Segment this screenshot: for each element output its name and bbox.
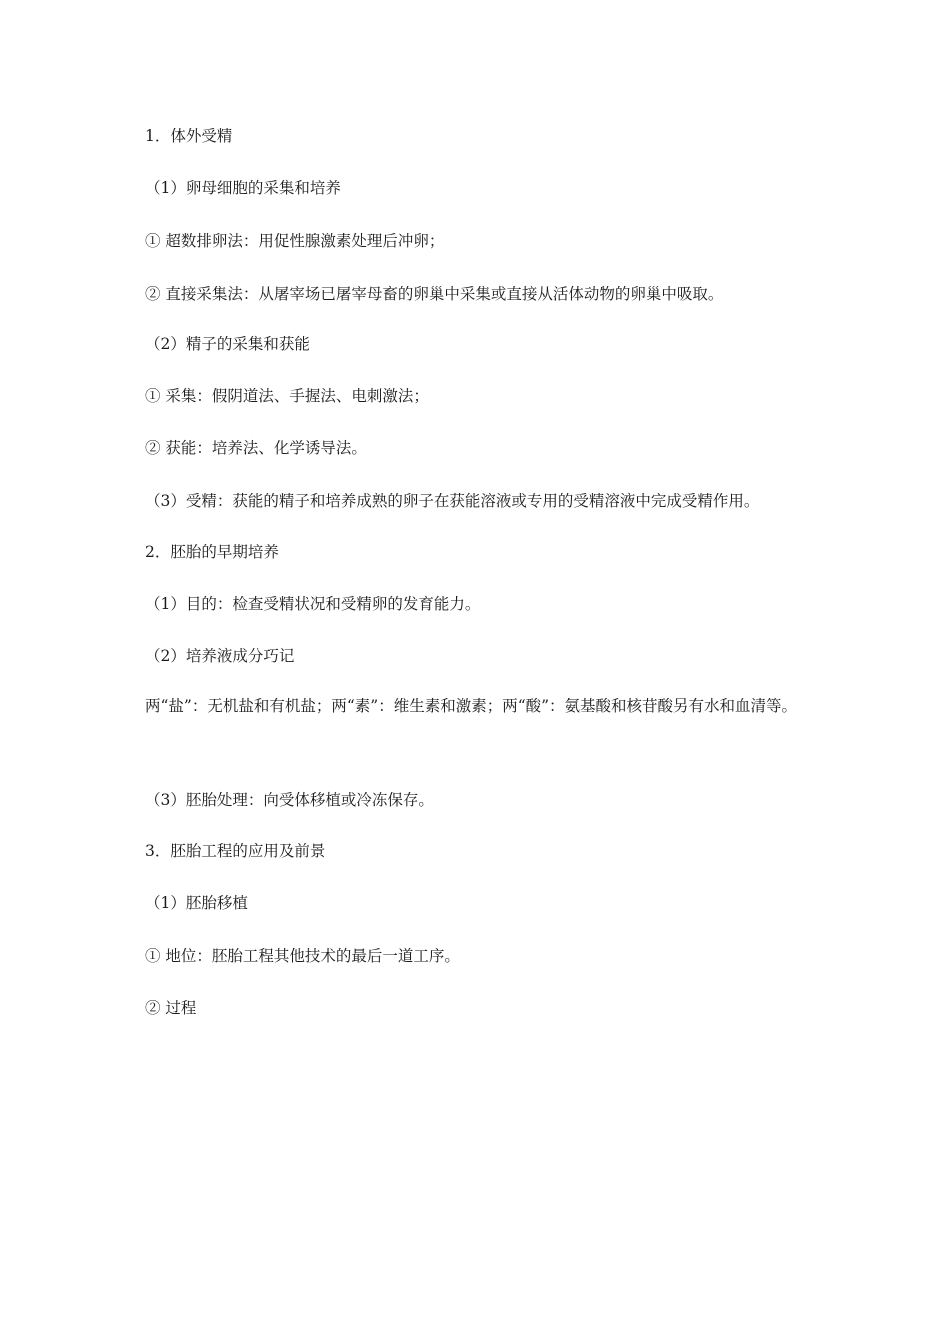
section-heading-3: 3．胚胎工程的应用及前景 — [145, 842, 326, 860]
item-capacitation: ② 获能：培养法、化学诱导法。 — [145, 439, 367, 457]
subheading-culture-medium: （2）培养液成分巧记 — [145, 647, 295, 665]
subheading-oocyte-collection: （1）卵母细胞的采集和培养 — [145, 179, 341, 197]
item-direct-collection: ② 直接采集法：从屠宰场已屠宰母畜的卵巢中采集或直接从活体动物的卵巢中吸取。 — [145, 285, 724, 303]
item-sperm-collection: ① 采集：假阴道法、手握法、电刺激法； — [145, 387, 429, 405]
section-heading-2: 2．胚胎的早期培养 — [145, 543, 279, 561]
subheading-embryo-transfer: （1）胚胎移植 — [145, 894, 248, 912]
subheading-sperm-collection: （2）精子的采集和获能 — [145, 335, 310, 353]
item-superovulation: ① 超数排卵法：用促性腺激素处理后冲卵； — [145, 232, 445, 250]
item-embryo-handling: （3）胚胎处理：向受体移植或冷冻保存。 — [145, 791, 434, 809]
item-process: ② 过程 — [145, 999, 197, 1017]
section-heading-1: 1．体外受精 — [145, 127, 233, 145]
item-purpose: （1）目的：检查受精状况和受精卵的发育能力。 — [145, 595, 481, 613]
item-status: ① 地位：胚胎工程其他技术的最后一道工序。 — [145, 947, 460, 965]
item-fertilization: （3）受精：获能的精子和培养成熟的卵子在获能溶液或专用的受精溶液中完成受精作用。 — [145, 492, 760, 510]
paragraph-culture-medium-mnemonic: 两“盐”：无机盐和有机盐；两“素”：维生素和激素；两“酸”：氨基酸和核苷酸另有水和血清等。 — [145, 697, 798, 715]
